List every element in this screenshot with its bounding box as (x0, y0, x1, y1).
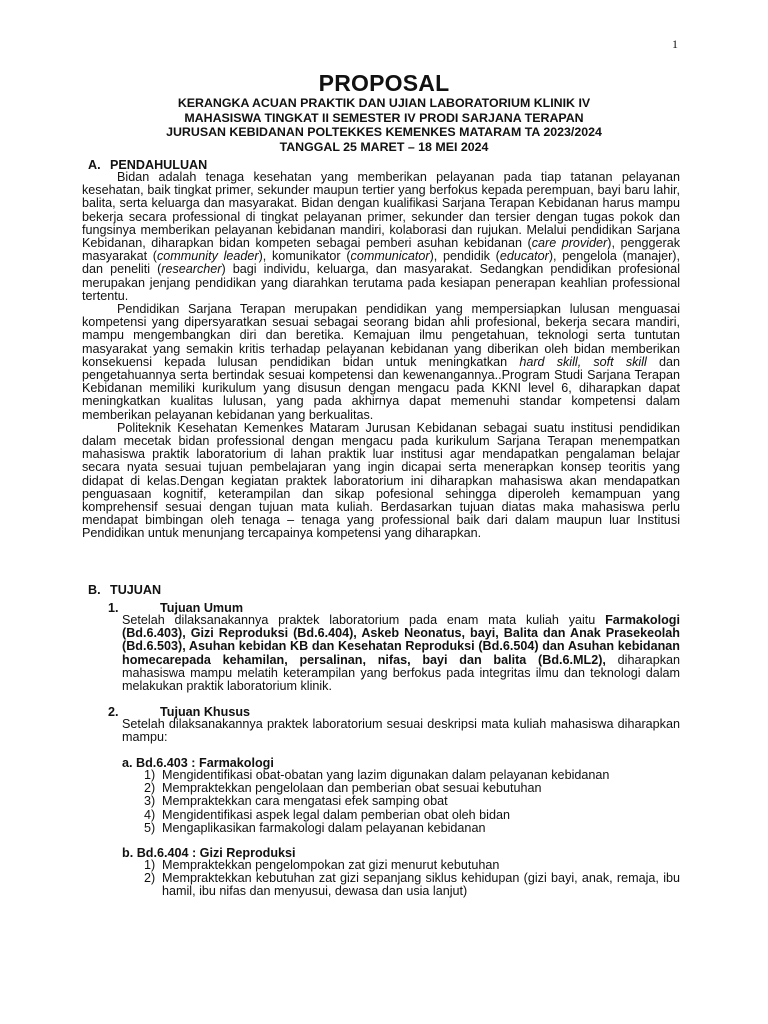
subsection-a-title: a. Bd.6.403 : Farmakologi (122, 756, 274, 770)
section-a-body (82, 171, 680, 541)
text-run: Pendidikan Sarjana Terapan merupakan pendidikan yang mempersiapkan lulusan menguasai kompetensi yang dipersyaratkan sesuai sebagai seorang bidan ahli profesional, bekerja secara mandiri, mampu mengembangkan diri dan beretika. Kemajuan ilmu pengetahuan, teknologi serta tuntutan masyarakat yang semakin kritis terhadap pelayanan kebidanan yang diberikan oleh bidan memberikan konsekuensi kepada lulusan pendidikan bidan untuk meningkatkan (82, 302, 680, 369)
text-run: ), komunikator ( (258, 249, 351, 264)
section-title: PENDAHULUAN (110, 158, 208, 172)
subsection-a-list (144, 769, 680, 835)
text-run: Setelah dilaksanakannya praktek laboratorium pada enam mata kuliah yaitu (122, 613, 606, 627)
subtitle-line: TANGGAL 25 MARET – 18 MEI 2024 (279, 139, 489, 154)
tujuan-khusus-intro (122, 718, 680, 744)
italic-term: hard skill, soft skill (519, 354, 647, 369)
list-number: 1) (144, 768, 156, 782)
italic-term: community leader (157, 249, 259, 264)
section-label: A. (88, 158, 101, 172)
text-run: ), pendidik ( (429, 249, 500, 264)
list-number: 2) (144, 781, 156, 796)
subtitle-line: MAHASISWA TINGKAT II SEMESTER IV PRODI SARJANA TERAPAN (184, 110, 584, 125)
subtitle-line: JURUSAN KEBIDANAN POLTEKKES KEMENKES MATARAM TA 2023/2024 (166, 125, 602, 140)
list-item (144, 809, 680, 822)
tujuan-umum-body (122, 614, 680, 693)
list-number: 1) (144, 858, 156, 872)
item-title: Tujuan Khusus (160, 705, 251, 719)
list-item (144, 822, 680, 835)
page-number: 1 (672, 37, 678, 51)
list-text: Mengidentifikasi aspek legal dalam pemberian obat oleh bidan (162, 807, 510, 822)
text-run: Bidan adalah tenaga kesehatan yang memberikan pelayanan pada tiap tatanan pelayanan kesehatan, baik tingkat primer, sekunder maupun tertier yang berfokus kepada perempuan, bayi baru lahir, balita, serta keluarga dan masyarakat. Bidan dengan kualifikasi Sarjana Terapan Kebidanan harus mampu bekerja secara professional di tingkat pelayanan primer, sekunder dan tersier dengan tugas pokok dan fungsinya memberikan pelayanan kebidanan mandiri, kolaborasi dan rujukan. Melalui pendidikan Sarjana Kebidanan, diharapkan bidan kompeten sebagai pemberi asuhan kebidanan ( (82, 170, 680, 251)
item-title: Tujuan Umum (160, 601, 244, 615)
item-number: 1. (108, 601, 119, 615)
paragraph (122, 614, 680, 693)
italic-term: communicator (350, 249, 430, 264)
list-item (144, 872, 680, 898)
document-title: PROPOSAL (318, 70, 450, 96)
document-subtitle (0, 96, 768, 154)
text-run: ) bagi individu, keluarga, dan masyarakat. Sedangkan pendidikan profesional merupakan jenjang pendidikan yang diarahkan terutama pada kesiapan penerapan keahlian professional tertentu. (82, 262, 680, 303)
section-label: B. (88, 583, 101, 597)
paragraph-1 (82, 171, 680, 303)
text-run: ), penggerak masyarakat ( (82, 236, 680, 264)
text-run: diharapkan mahasiswa mampu melatih keterampilan yang berfokus pada integritas ilmu dan teknologi dalam melakukan praktik laboratorium klinik. (122, 652, 680, 694)
italic-term: researcher (161, 262, 222, 277)
section-title: TUJUAN (110, 583, 162, 597)
list-number: 4) (144, 807, 156, 822)
italic-term: educator (499, 249, 549, 264)
list-text: Mempraktekkan pengelolaan dan pemberian obat sesuai kebutuhan (162, 781, 542, 796)
list-text: Mempraktekkan pengelompokan zat gizi menurut kebutuhan (162, 858, 500, 872)
list-text: Mengaplikasikan farmakologi dalam pelayanan kebidanan (162, 820, 486, 835)
item-number: 2. (108, 705, 119, 719)
subsection-b-list (144, 859, 680, 899)
bold-run: Farmakologi (Bd.6.403), Gizi Reproduksi (Bd.6.404), Askeb Neonatus, bayi, Balita dan Anak Prasekeolah (Bd.6.503), Asuhan kebidan KB dan Kesehatan Reproduksi (Bd.6.504) dan Asuhan kebidanan homecarepada kehamilan, persalinan, nifas, bayi dan balita (Bd.6.ML2), (122, 613, 680, 667)
paragraph-3: Politeknik Kesehatan Kemenkes Mataram Jurusan Kebidanan sebagai suatu institusi pendidikan dalam mecetak bidan professional dengan mengacu pada kurikulum Sarjana Terapan menempatkan mahasiswa praktik laboratorium di lahan praktik luar institusi agar mendapatkan pengalaman belajar secara nyata sesuai tujuan pembelajaran yang ingin dicapai serta menerapkan konsep teoritis yang didapat di kelas.Dengan kegiatan praktek laboratorium ini diharapkan mahasiswa akan mendapatkan penguasaan kognitif, keterampilan dan sikap pofesional sehingga diperoleh kemampuan yang komprehensif sesuai dengan tujuan mata kuliah. Berdasarkan tujuan diatas maka mahasiswa perlu mendapat bimbingan oleh tenaga – tenaga yang professional baik dari dalam maupun luar Institusi Pendidikan untuk menunjang tercapainya kompetensi yang diharapkan. (82, 420, 680, 541)
list-number: 5) (144, 820, 156, 835)
list-text: Mempraktekkan kebutuhan zat gizi sepanjang siklus kehidupan (gizi bayi, anak, remaja, ibu hamil, ibu nifas dan menyusui, dewasa dan usia lanjut) (162, 871, 680, 899)
list-number: 3) (144, 794, 156, 809)
subsection-b-title: b. Bd.6.404 : Gizi Reproduksi (122, 846, 296, 860)
list-number: 2) (144, 871, 156, 886)
subtitle-line: KERANGKA ACUAN PRAKTIK DAN UJIAN LABORATORIUM KLINIK IV (177, 96, 591, 110)
paragraph-2 (82, 303, 680, 422)
italic-term: care provider (531, 236, 608, 251)
paragraph: Setelah dilaksanakannya praktek laboratorium sesuai deskripsi mata kuliah mahasiswa diharapkan mampu: (122, 717, 680, 745)
list-text: Mempraktekkan cara mengatasi efek samping obat (162, 794, 448, 809)
list-item (144, 795, 680, 808)
section-b-heading (88, 583, 161, 597)
text-run: dan pengetahuannya serta bertindak sesuai kompetensi dan kewenangannya..Program Studi Sarjana Terapan Kebidanan memiliki kurikulum yang disusun dengan mengacu pada KKNI level 6, diharapkan dapat meningkatkan kualitas lulusan, yang pada akhirnya dapat memenuhi standar kompetensi dalam memberikan pelayanan kebidanan yang berkualitas. (82, 354, 681, 422)
list-text: Mengidentifikasi obat-obatan yang lazim digunakan dalam pelayanan kebidanan (162, 768, 610, 782)
text-run: ), pengelola (manajer), dan peneliti ( (82, 249, 680, 277)
